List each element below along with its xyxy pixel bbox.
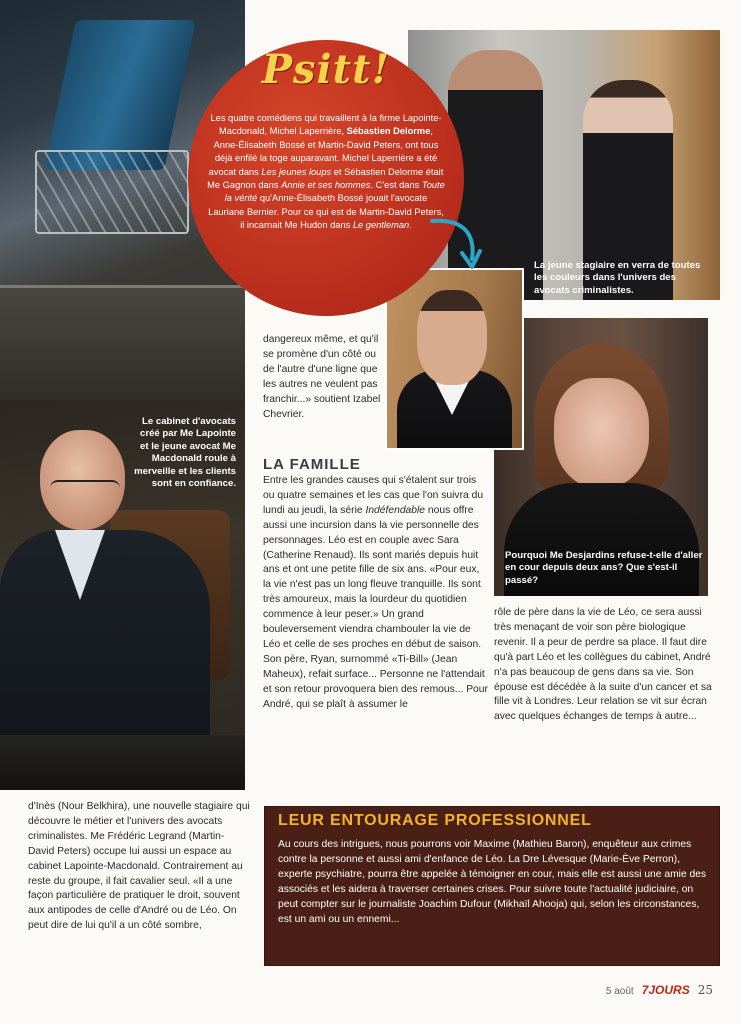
text-segment: Le gentleman bbox=[352, 220, 410, 231]
text-segment: Annie et ses hommes bbox=[281, 180, 371, 191]
text-segment: et Sébastien Delorme était Me Gagnon dans bbox=[207, 166, 444, 191]
text-segment: Les quatre comédiens qui travaillent à la firme Lapointe-Macdonald, Michel Laperrière, bbox=[210, 113, 442, 137]
caption-cabinet: Le cabinet d'avocats créé par Me Lapointe et le jeune avocat Me Macdonald roule à merveille et les clients sont en confiance. bbox=[134, 416, 236, 490]
files-shape bbox=[44, 20, 196, 170]
text-segment: . bbox=[409, 220, 412, 231]
article-bottom-left-column: d'Inès (Nour Belkhira), une nouvelle stagiaire qui découvre le métier et l'univers des avocats criminalistes. Me Frédéric Legrand (Martin-David Peters) occupe lui aussi un espace au cabinet Lapointe-Macdonald. Contrairement au reste du groupe, il fait cavalier seul. «Il a une façon particulière de pratiquer le droit, souvent aux antipodes de celle d'André ou de Léo. On peut dire de lui qu'il a un côté sombre, bbox=[28, 801, 250, 932]
caption-desjardins: Pourquoi Me Desjardins refuse-t-elle d'aller en cour depuis deux ans? Que s'est-il passé? bbox=[505, 550, 703, 586]
face-shape bbox=[554, 378, 649, 488]
text-segment: , Anne-Élisabeth Bossé et Martin-David Peters, ont tous déjà enfilé la toge auparavant. Michel Laperrière a été avocat dans bbox=[208, 126, 439, 177]
text-segment: Indéfendable bbox=[365, 504, 426, 516]
psitt-text bbox=[206, 112, 446, 233]
article-intro-fragment: dangereux même, et qu'il se promène d'un côté ou de l'autre d'une ligne que les autres ne veulent pas franchir...» soutient Izabel Chevrier. bbox=[263, 334, 381, 420]
footer-date: 5 août bbox=[605, 986, 634, 997]
lawyer-portrait-photo bbox=[385, 268, 524, 450]
text-segment: Entre les grandes causes qui s'étalent sur trois ou quatre semaines et les cas que l'on suivra du lundi au jeudi, la série bbox=[263, 475, 484, 516]
glasses-shape bbox=[50, 480, 120, 500]
article-right-column: rôle de père dans la vie de Léo, ce sera aussi très menaçant de voir son père biologique revenir. Il a peur de perdre sa place. Il faut dire qu'à part Léo et les collègues du cabinet, André n'a pas beaucoup de gens dans sa vie. Son épouse est décédée à la suite d'un cancer et sa fille vit à Londres. Leur relation se vit sur écran avec quelques échanges de temps à autre... bbox=[494, 607, 712, 723]
tray-shape bbox=[35, 150, 189, 234]
text-segment: Toute la vérité bbox=[224, 180, 445, 204]
psitt-sidebar bbox=[188, 40, 464, 316]
text-segment: nous offre aussi une incursion dans la vie personnelle des personnages. Léo est en couple avec Sara (Catherine Renaud). Ils sont mariés depuis huit ans et ont une petite fille de six ans. «Pour eux, la vie n'est pas un long fleuve tranquille. Ils sont très amoureux, mais la lourdeur du quotidien commence à leur peser.» Un grand bouleversement viendra chambouler la vie de Léo et celle de ses proches en début de saison. Son père, Ryan, surnommé «Ti-Bill» (Jean Maheux), refait surface... Personne ne l'attendait et son retour provoquera bien des remous... Pour André, qui se plaît à assumer le bbox=[263, 504, 488, 710]
brand-logo: 7JOURS bbox=[641, 983, 690, 997]
text-segment: qu'Anne-Élisabeth Bossé jouait l'avocate Lauriane Bernier. Pour ce qui est de Martin-David Peters, il incarnait Me Hudon dans bbox=[208, 193, 444, 231]
text-segment: Les jeunes loups bbox=[261, 166, 332, 177]
text-segment: Sébastien Delorme bbox=[346, 126, 431, 137]
text-segment: . C'est dans bbox=[370, 180, 422, 191]
section-heading-famille: LA FAMILLE bbox=[263, 456, 361, 473]
page-footer bbox=[606, 983, 713, 997]
page-number: 25 bbox=[697, 983, 713, 997]
face-shape bbox=[417, 290, 487, 385]
article-famille-text bbox=[263, 474, 489, 713]
entourage-title: LEUR ENTOURAGE PROFESSIONNEL bbox=[278, 812, 592, 829]
entourage-box bbox=[264, 806, 720, 966]
arrow-icon bbox=[428, 215, 488, 275]
entourage-text: Au cours des intrigues, nous pourrons voir Maxime (Mathieu Baron), enquêteur aux crimes contre la personne et aussi ami d'enfance de Léo. La Dre Lévesque (Marie-Ève Perron), experte psychiatre, pourra être appelée à témoigner en cour, mais elle est aussi une amie des associés et les aidera à traverser certaines crises. Pour suivre toute l'actualité judiciaire, on peut compter sur le journaliste Joachim Dufour (Mikhaïl Ahooja) qui, selon les circonstances, est un ami ou un ennemi... bbox=[278, 839, 707, 925]
psitt-title: Psitt! bbox=[261, 46, 391, 93]
desk-shape bbox=[0, 735, 245, 790]
caption-stagiaire: La jeune stagiaire en verra de toutes les couleurs dans l'univers des avocats criminalistes. bbox=[534, 260, 701, 296]
